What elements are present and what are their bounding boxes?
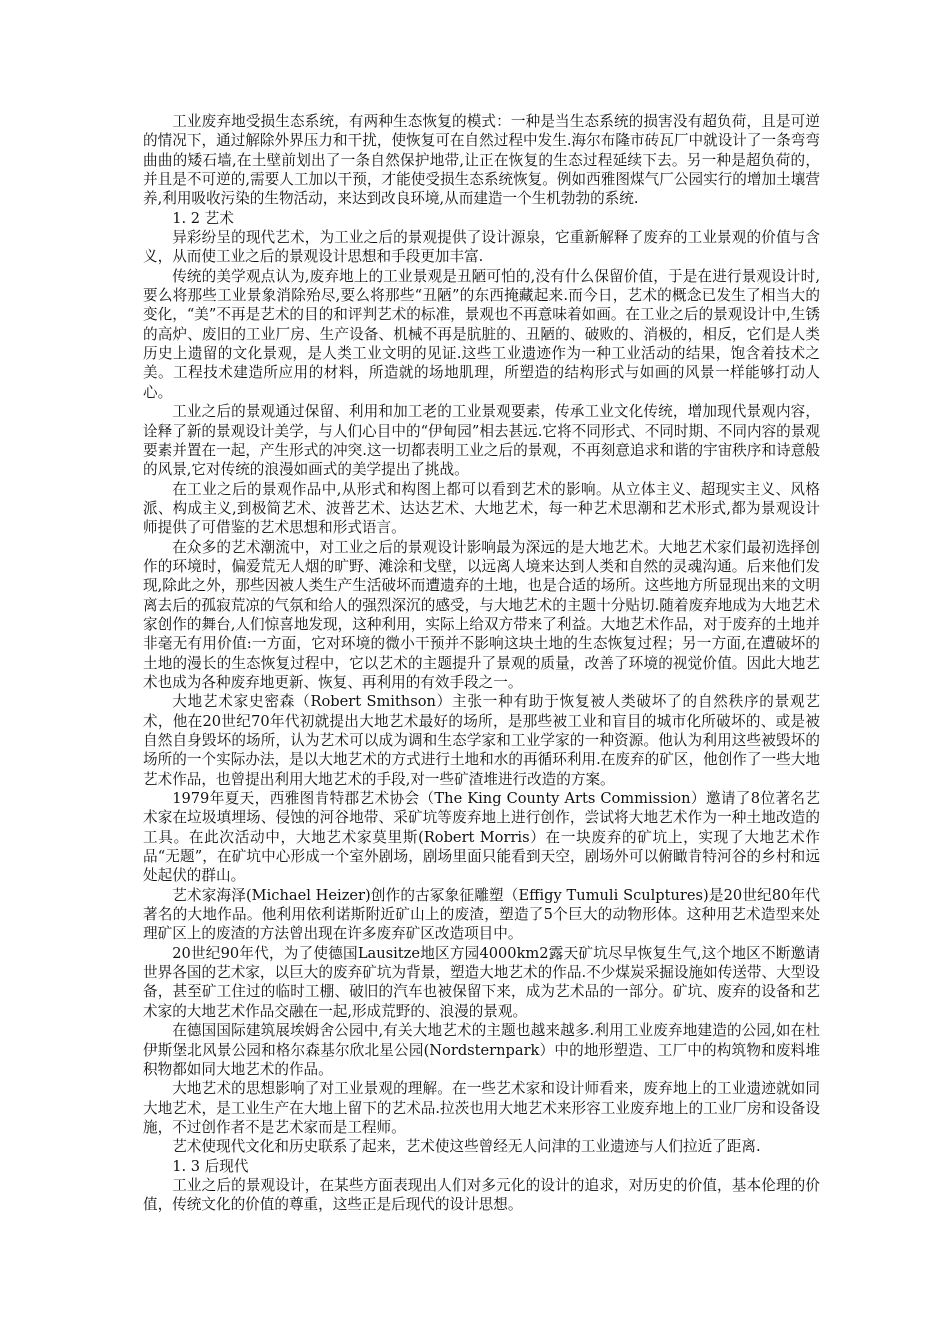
paragraph-emscher-park: 在德国国际建筑展埃姆舍公园中,有关大地艺术的主题也越来越多.利用工业废弃地建造的公园,如在杜伊斯堡北风景公园和格尔森基尔欣北星公园(Nordsternpark）中的地形塑造、工厂中的构筑物和废料堆积物都如同大地艺术的作品。	[143, 1022, 820, 1078]
paragraph-lausitz: 20世纪90年代，为了使德国Lausitze地区方园4000km2露天矿坑尽早恢复生气,这个地区不断邀请世界各国的艺术家，以巨大的废弃矿坑为背景，塑造大地艺术的作品.不少煤炭采掘设施如传送带、大型设备，甚至矿工住过的临时工棚、破旧的汽车也被保留下来，成为艺术品的一部分。矿坑、废弃的设备和艺术家的大地艺术作品交融在一起,形成荒野的、浪漫的景观。	[143, 944, 820, 1020]
paragraph-post-industrial-landscape: 工业之后的景观通过保留、利用和加工老的工业景观要素，传承工业文化传统，增加现代景观内容，诠释了新的景观设计美学，与人们心目中的“伊甸园”相去甚远.它将不同形式、不同时期、不同内容的景观要素并置在一起，产生形式的冲突.这一切都表明工业之后的景观，不再刻意追求和谐的宇宙秩序和诗意般的风景,它对传统的浪漫如画式的美学提出了挑战。	[143, 403, 820, 479]
paragraph-postmodern-design: 工业之后的景观设计，在某些方面表现出人们对多元化的设计的追求，对历史的价值，基本伦理的价值，传统文化的价值的尊重，这些正是后现代的设计思想。	[143, 1176, 820, 1214]
paragraph-industrial-relics: 大地艺术的思想影响了对工业景观的理解。在一些艺术家和设计师看来，废弃地上的工业遗迹就如同大地艺术，是工业生产在大地上留下的艺术品.拉茨也用大地艺术来形容工业废弃地上的工业厂房和设备设施，不过创作者不是艺术家而是工程师。	[143, 1080, 820, 1136]
section-heading-art: 1. 2 艺术	[172, 209, 234, 227]
paragraph-art-movements: 在工业之后的景观作品中,从形式和构图上都可以看到艺术的影响。从立体主义、超现实主义、风格派、构成主义,到极简艺术、波普艺术、达达艺术、大地艺术，每一种艺术思潮和艺术形式,都为景观设计师提供了可借鉴的艺术思想和形式语言。	[143, 480, 820, 537]
section-heading-postmodern: 1. 3 后现代	[172, 1157, 249, 1175]
paragraph-king-county-1979: 1979年夏天，西雅图肯特郡艺术协会（The King County Arts Commission）邀请了8位著名艺术家在垃圾填埋场、侵蚀的河谷地带、采矿坑等废弃地上进行创作，尝试将大地艺术作为一种土地改造的工具。在此次活动中，大地艺术家莫里斯(Robert Morris）在一块废弃的矿坑上，实现了大地艺术作品“无题”，在矿坑中心形成一个室外剧场，剧场里面只能看到天空，剧场外可以俯瞰肯特河谷的乡村和远处起伏的群山。	[143, 790, 820, 885]
paragraph-michael-heizer: 艺术家海泽(Michael Heizer)创作的古冢象征雕塑（Effigy Tumuli Sculptures)是20世纪80年代著名的大地作品。他利用依利诺斯附近矿山上的废渣，塑造了5个巨大的动物形体。这种用艺术造型来处理矿区上的废渣的方法曾出现在许多废弃矿区改造项目中。	[143, 886, 820, 943]
paragraph-art-history-link: 艺术使现代文化和历史联系了起来，艺术使这些曾经无人问津的工业遗迹与人们拉近了距离.	[172, 1138, 761, 1156]
paragraph-ecological-restoration: 工业废弃地受损生态系统，有两种生态恢复的模式：一种是当生态系统的损害没有超负荷，且是可逆的情况下，通过解除外界压力和干扰，使恢复可在自然过程中发生.海尔布隆市砖瓦厂中就设计了一条弯弯曲曲的矮石墙,在土壁前划出了一条自然保护地带,让正在恢复的生态过程延续下去。另一种是超负荷的，并且是不可逆的,需要人工加以干预，才能使受损生态系统恢复。例如西雅图煤气厂公园实行的增加土壤营养,利用吸收污染的生物活动，来达到改良环境,从而建造一个生机勃勃的系统.	[143, 113, 820, 208]
paragraph-traditional-aesthetics: 传统的美学观点认为,废弃地上的工业景观是丑陋可怕的,没有什么保留价值，于是在进行景观设计时,要么将那些工业景象消除殆尽,要么将那些“丑陋”的东西掩藏起来.而今日，艺术的概念已发生了相当大的变化，“美”不再是艺术的目的和评判艺术的标准，景观也不再意味着如画。在工业之后的景观设计中,生锈的高炉、废旧的工业厂房、生产设备、机械不再是肮脏的、丑陋的、破败的、消极的，相反，它们是人类历史上遗留的文化景观，是人类工业文明的见证.这些工业遗迹作为一种工业活动的结果，饱含着技术之美。工程技术建造所应用的材料，所造就的场地肌理，所塑造的结构形式与如画的风景一样能够打动人心。	[143, 267, 820, 401]
document-page	[143, 112, 820, 1215]
paragraph-land-art: 在众多的艺术潮流中，对工业之后的景观设计影响最为深远的是大地艺术。大地艺术家们最初选择创作的环境时，偏爱荒无人烟的旷野、滩涂和戈壁，以远离人境来达到人类和自然的灵魂沟通。后来他们发现,除此之外，那些因被人类生产生活破坏而遭遗弃的土地，也是合适的场所。这些地方所显现出来的文明离去后的孤寂荒凉的气氛和给人的强烈深沉的感受，与大地艺术的主题十分贴切.随着废弃地成为大地艺术家创作的舞台,人们惊喜地发现，这种利用，实际上给双方带来了利益。大地艺术作品，对于废弃的土地并非毫无有用价值:一方面，它对环境的微小干预并不影响这块土地的生态恢复过程；另一方面,在遭破坏的土地的漫长的生态恢复过程中，它以艺术的主题提升了景观的质量，改善了环境的视觉价值。因此大地艺术也成为各种废弃地更新、恢复、再利用的有效手段之一。	[143, 538, 820, 691]
paragraph-robert-smithson: 大地艺术家史密森（Robert Smithson）主张一种有助于恢复被人类破坏了的自然秩序的景观艺术，他在20世纪70年代初就提出大地艺术最好的场所，是那些被工业和盲目的城市化所破坏的、或是被自然自身毁坏的场所，认为艺术可以成为调和生态学家和工业学家的一种资源。他认为利用这些被毁坏的场所的一个实际办法，是以大地艺术的方式进行土地和水的再循环利用.在废弃的矿区，他创作了一些大地艺术作品，也曾提出利用大地艺术的手段,对一些矿渣堆进行改造的方案。	[143, 693, 820, 788]
paragraph-modern-art-intro: 异彩纷呈的现代艺术，为工业之后的景观提供了设计源泉，它重新解释了废弃的工业景观的价值与含义，从而使工业之后的景观设计思想和手段更加丰富.	[143, 229, 820, 266]
